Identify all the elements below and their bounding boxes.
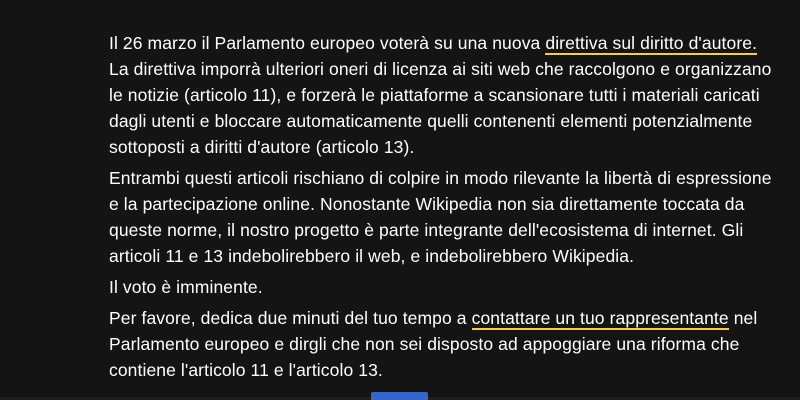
blackout-banner (109, 30, 772, 388)
partial-button-top[interactable] (371, 392, 428, 400)
text-line: dagli utenti e bloccare automaticamente quelli contenenti elementi potenzialmente (109, 111, 753, 131)
text-line (109, 305, 769, 331)
paragraph-directive-vote (109, 30, 772, 160)
text-line: Entrambi questi articoli rischiano di colpire in modo rilevante la libertà di espressione (109, 168, 772, 188)
text-line: e la partecipazione online. Nonostante Wikipedia non sia direttamente toccata da (109, 194, 745, 214)
text-line: queste norme, il nostro progetto è parte integrante dell'ecosistema di internet. Gli (109, 220, 744, 240)
text-segment: Per favore, dedica due minuti del tuo tempo a (109, 308, 472, 328)
paragraph-call-to-action (109, 305, 769, 383)
contact-representative-link[interactable]: contattare un tuo rappresentante (471, 308, 729, 328)
text-line (109, 30, 769, 56)
text-line: le notizie (articolo 11), e forzerà le piattaforme a scansionare tutti i materiali caricati (109, 85, 760, 105)
text-line: La direttiva imporrà ulteriori oneri di licenza ai siti web che raccolgono e organizzano (109, 59, 772, 79)
text-line: articoli 11 e 13 indebolirebbero il web, e indebolirebbero Wikipedia. (109, 246, 635, 266)
text-line: contiene l'articolo 11 e l'articolo 13. (109, 360, 383, 380)
paragraph-impact (109, 165, 772, 269)
text-line: Parlamento europeo e dirgli che non sei disposto ad appoggiare una riforma che (109, 334, 740, 354)
paragraph-vote-imminent (109, 274, 769, 300)
text-segment: Il 26 marzo il Parlamento europeo voterà su una nuova (109, 33, 546, 53)
text-line: Il voto è imminente. (109, 277, 263, 297)
copyright-directive-link[interactable]: direttiva sul diritto d'autore. (545, 33, 758, 53)
text-line: sottoposti a diritti d'autore (articolo 13). (109, 137, 415, 157)
text-segment: nel (728, 308, 758, 328)
